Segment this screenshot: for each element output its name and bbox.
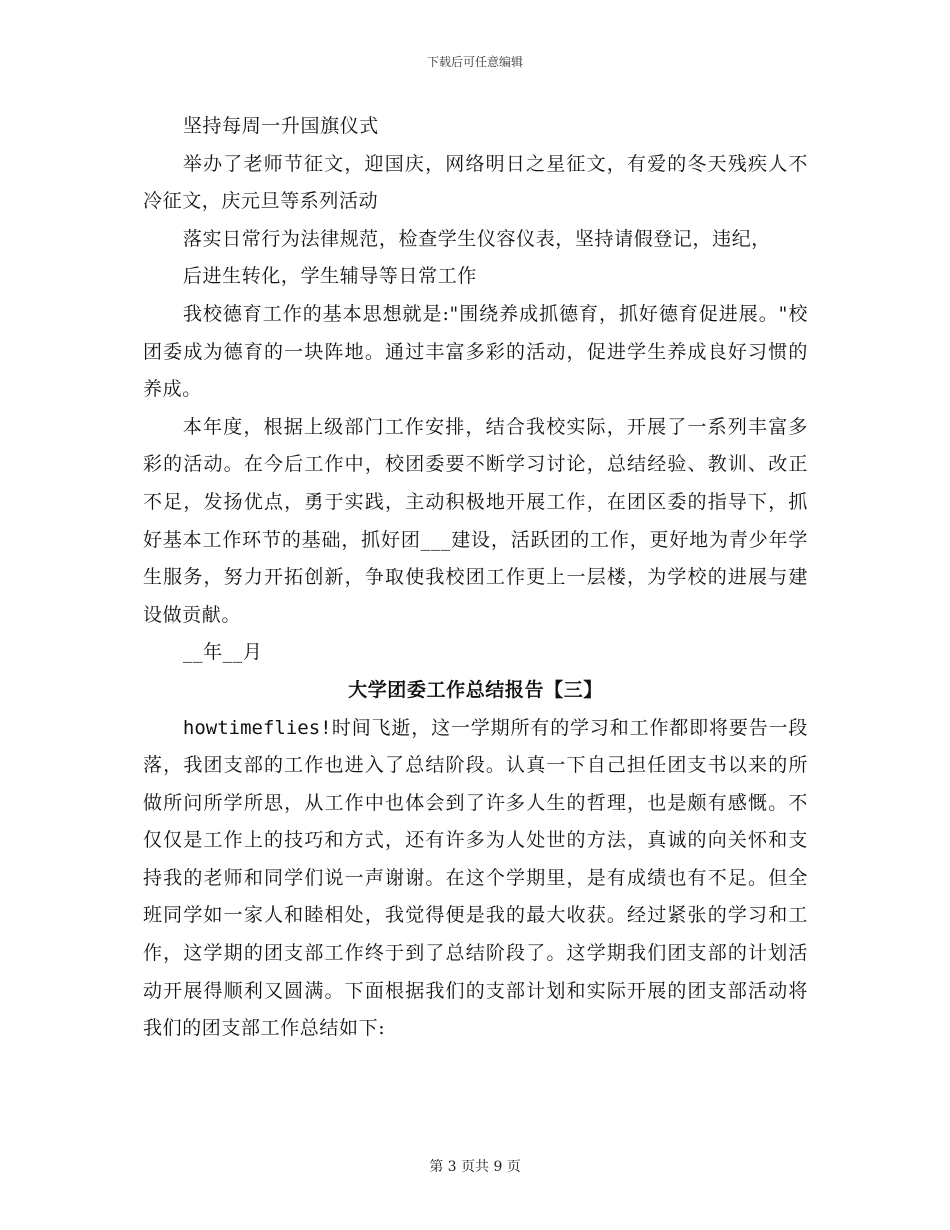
section-title: 大学团委工作总结报告【三】 <box>348 678 603 701</box>
paragraph-annual-summary: 本年度，根据上级部门工作安排，结合我校实际，开展了一系列丰富多彩的活动。在今后工作中，校团委要不断学习讨论，总结经验、教训、改正不足，发扬优点，勇于实践，主动积极地开展工作，在团区委的指导下，抓好基本工作环节的基础，抓好团___建设，活跃团的工作，更好地为青少年学生服务，努力开拓创新，争取使我校团工作更上一层楼，为学校的进展与建设做贡献。 <box>143 415 808 626</box>
paragraph-essay-activities: 举办了老师节征文，迎国庆，网络明日之星征文，有爱的冬天残疾人不冷征文，庆元旦等系列活动 <box>143 152 808 213</box>
document-body <box>143 108 808 1048</box>
paragraph-daily-regulations: 落实日常行为法律规范，检查学生仪容仪表，坚持请假登记，违纪， <box>182 227 771 250</box>
page-header: 下载后可任意编辑 <box>426 55 523 69</box>
paragraph-flag-ceremony: 坚持每周一升国旗仪式 <box>182 115 379 137</box>
paragraph-section-intro <box>143 710 808 1048</box>
paragraph-moral-education: 我校德育工作的基本思想就是:"围绕养成抓德育，抓好德育促进展。"校团委成为德育的一块阵地。通过丰富多彩的活动，促进学生养成良好习惯的养成。 <box>143 302 808 401</box>
paragraph-student-guidance: 后进生转化，学生辅导等日常工作 <box>182 265 477 288</box>
intro-english-lead: howtimeflies! <box>182 716 332 739</box>
intro-body-text: 时间飞逝，这一学期所有的学习和工作都即将要告一段落，我团支部的工作也进入了总结阶段。认真一下自己担任团支书以来的所做所问所学所思，从工作中也体会到了许多人生的哲理，也是颇有感慨。不仅仅是工作上的技巧和方式，还有许多为人处世的方法，真诚的向关怀和支持我的老师和同学们说一声谢谢。在这个学期里，是有成绩也有不足。但全班同学如一家人和睦相处，我觉得便是我的最大收获。经过紧张的学习和工作，这学期的团支部工作终于到了总结阶段了。这学期我们团支部的计划活动开展得顺利又圆满。下面根据我们的支部计划和实际开展的团支部活动将我们的团支部工作总结如下: <box>143 716 808 1040</box>
page-footer: 第 3 页共 9 页 <box>429 1159 521 1175</box>
paragraph-date-blank: __年__月 <box>182 641 263 664</box>
